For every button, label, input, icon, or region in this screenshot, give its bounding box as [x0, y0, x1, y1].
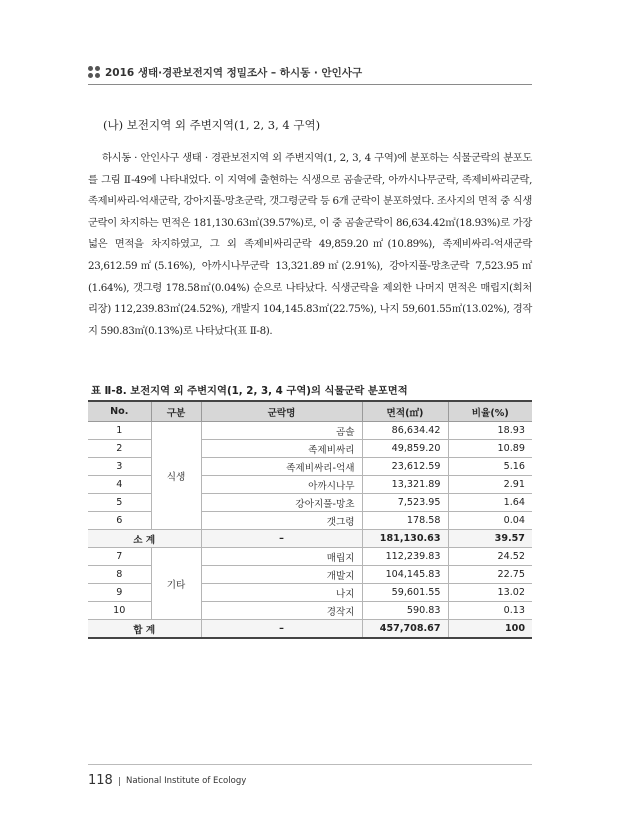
header-no: No. — [88, 401, 151, 422]
area-value: 59,601.55 — [362, 584, 448, 602]
community-name: 경작지 — [201, 602, 362, 620]
row-no: 7 — [88, 548, 151, 566]
row-no: 4 — [88, 476, 151, 494]
ratio-value: 0.13 — [448, 602, 532, 620]
footer-separator — [119, 777, 120, 786]
table-row — [88, 548, 532, 566]
area-value: 112,239.83 — [362, 548, 448, 566]
ratio-value: 2.91 — [448, 476, 532, 494]
category-vegetation: 식생 — [151, 422, 201, 530]
community-name: 개발지 — [201, 566, 362, 584]
row-no: 9 — [88, 584, 151, 602]
row-no: 8 — [88, 566, 151, 584]
area-value: 49,859.20 — [362, 440, 448, 458]
header-category: 구분 — [151, 401, 201, 422]
community-name: 족제비싸리 — [201, 440, 362, 458]
ratio-value: 18.93 — [448, 422, 532, 440]
community-name: 갯그령 — [201, 512, 362, 530]
area-value: 23,612.59 — [362, 458, 448, 476]
community-area-table — [88, 400, 532, 639]
community-name: 족제비싸리-억새 — [201, 458, 362, 476]
table-row — [88, 422, 532, 440]
community-name: 나지 — [201, 584, 362, 602]
area-value: 104,145.83 — [362, 566, 448, 584]
area-value: 178.58 — [362, 512, 448, 530]
area-value: 13,321.89 — [362, 476, 448, 494]
header-ratio: 비율(%) — [448, 401, 532, 422]
subtotal-area: 181,130.63 — [362, 530, 448, 548]
row-no: 2 — [88, 440, 151, 458]
footer-institute: National Institute of Ecology — [126, 776, 247, 786]
total-name: – — [201, 620, 362, 639]
area-value: 86,634.42 — [362, 422, 448, 440]
section-subheading: (나) 보전지역 외 주변지역(1, 2, 3, 4 구역) — [103, 118, 321, 132]
category-other: 기타 — [151, 548, 201, 620]
community-name: 매립지 — [201, 548, 362, 566]
table-caption: 표 Ⅱ-8. 보전지역 외 주변지역(1, 2, 3, 4 구역)의 식물군락 분포면적 — [91, 385, 408, 397]
running-header — [88, 64, 532, 80]
community-name: 강아지풀-망초 — [201, 494, 362, 512]
ratio-value: 10.89 — [448, 440, 532, 458]
header-bullet-icon — [88, 66, 102, 78]
header-area: 면적(㎡) — [362, 401, 448, 422]
subtotal-row — [88, 530, 532, 548]
footer-divider — [88, 764, 532, 765]
community-name: 아까시나무 — [201, 476, 362, 494]
subtotal-ratio: 39.57 — [448, 530, 532, 548]
header-divider — [88, 84, 532, 85]
total-area: 457,708.67 — [362, 620, 448, 639]
row-no: 6 — [88, 512, 151, 530]
community-name: 곰솔 — [201, 422, 362, 440]
table-header-row — [88, 401, 532, 422]
body-paragraph-text: 하시동 · 안인사구 생태 · 경관보전지역 외 주변지역(1, 2, 3, 4 구역)에 분포하는 식물군락의 분포도를 그림 Ⅱ-49에 나타내었다. 이 지역에 출현하는 식생으로 곰솔군락, 아까시나무군락, 족제비싸리군락, 족제비싸리-억새군락, 강아지풀-망초군락, 갯그령군락 등 6개 군락이 분포하였다. 조사지의 면적 중 식생군락이 차지하는 면적은 181,130.63㎡(39.57%)로, 이 중 곰솔군락이 86,634.42㎡(18.93%)로 가장 넓은 면적을 차지하였고, 그 외 족제비싸리군락 49,859.20㎡(10.89%), 족제비싸리-억새군락 23,612.59㎡(5.16%), 아까시나무군락 13,321.89㎡(2.91%), 강아지풀-망초군락 7,523.95㎡(1.64%), 갯그령 178.58㎡(0.04%) 순으로 나타났다. 식생군락을 제외한 나머지 면적은 매립지(회처리장) 112,239.83㎡(24.52%), 개발지 104,145.83㎡(22.75%), 나지 59,601.55㎡(13.02%), 경작지 590.83㎡(0.13%)로 나타났다(표 Ⅱ-8). — [88, 152, 532, 337]
body-paragraph — [88, 148, 532, 342]
page-number: 118 — [88, 773, 113, 788]
row-no: 3 — [88, 458, 151, 476]
subtotal-name: – — [201, 530, 362, 548]
row-no: 10 — [88, 602, 151, 620]
header-title: 2016 생태·경관보전지역 정밀조사 – 하시동 · 안인사구 — [105, 67, 363, 79]
area-value: 590.83 — [362, 602, 448, 620]
ratio-value: 5.16 — [448, 458, 532, 476]
ratio-value: 1.64 — [448, 494, 532, 512]
total-row — [88, 620, 532, 639]
total-ratio: 100 — [448, 620, 532, 639]
subtotal-label: 소 계 — [88, 530, 201, 548]
header-community: 군락명 — [201, 401, 362, 422]
area-value: 7,523.95 — [362, 494, 448, 512]
ratio-value: 0.04 — [448, 512, 532, 530]
ratio-value: 13.02 — [448, 584, 532, 602]
ratio-value: 22.75 — [448, 566, 532, 584]
ratio-value: 24.52 — [448, 548, 532, 566]
row-no: 5 — [88, 494, 151, 512]
row-no: 1 — [88, 422, 151, 440]
total-label: 합 계 — [88, 620, 201, 639]
